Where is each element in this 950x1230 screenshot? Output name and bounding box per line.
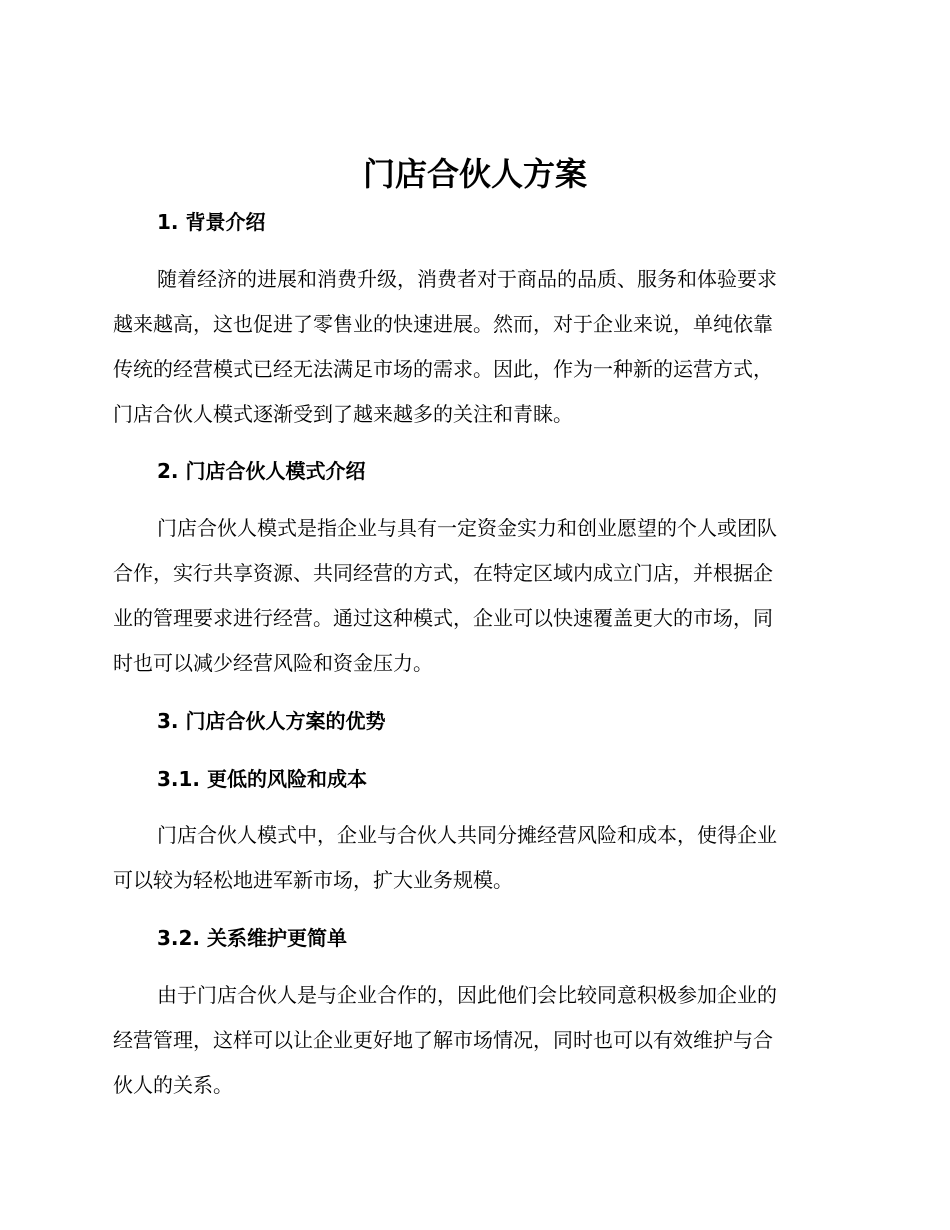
section-heading-advantages: 3. 门店合伙人方案的优势 <box>157 709 386 733</box>
section-heading-lower-risk: 3.1. 更低的风险和成本 <box>157 767 367 791</box>
document-title: 门店合伙人方案 <box>362 155 587 193</box>
paragraph-line: 门店合伙人模式中，企业与合伙人共同分摊经营风险和成本，使得企业 <box>157 823 777 847</box>
paragraph-line: 经营管理，这样可以让企业更好地了解市场情况，同时也可以有效维护与合 <box>113 1028 773 1052</box>
paragraph-line: 合作，实行共享资源、共同经营的方式，在特定区域内成立门店，并根据企 <box>113 561 773 585</box>
section-paragraph-model-intro <box>113 506 833 686</box>
paragraph-line: 越来越高，这也促进了零售业的快速进展。然而，对于企业来说，单纯依靠 <box>113 312 773 336</box>
paragraph-line: 业的管理要求进行经营。通过这种模式，企业可以快速覆盖更大的市场，同 <box>113 606 773 630</box>
section-paragraph-relationship <box>113 973 833 1108</box>
paragraph-line: 由于门店合伙人是与企业合作的，因此他们会比较同意积极参加企业的 <box>157 983 777 1007</box>
paragraph-line: 传统的经营模式已经无法满足市场的需求。因此，作为一种新的运营方式， <box>113 357 773 381</box>
section-paragraph-lower-risk <box>113 813 833 903</box>
paragraph-line: 门店合伙人模式逐渐受到了越来越多的关注和青睐。 <box>113 402 573 426</box>
paragraph-line: 时也可以减少经营风险和资金压力。 <box>113 651 433 675</box>
section-heading-model-intro: 2. 门店合伙人模式介绍 <box>157 459 366 483</box>
paragraph-line: 可以较为轻松地进军新市场，扩大业务规模。 <box>113 868 513 892</box>
section-heading-background: 1. 背景介绍 <box>157 210 266 234</box>
paragraph-line: 门店合伙人模式是指企业与具有一定资金实力和创业愿望的个人或团队 <box>157 516 777 540</box>
section-heading-relationship: 3.2. 关系维护更简单 <box>157 926 347 950</box>
paragraph-line: 伙人的关系。 <box>113 1073 233 1097</box>
paragraph-line: 随着经济的进展和消费升级，消费者对于商品的品质、服务和体验要求 <box>157 267 777 291</box>
section-paragraph-background <box>113 257 833 437</box>
